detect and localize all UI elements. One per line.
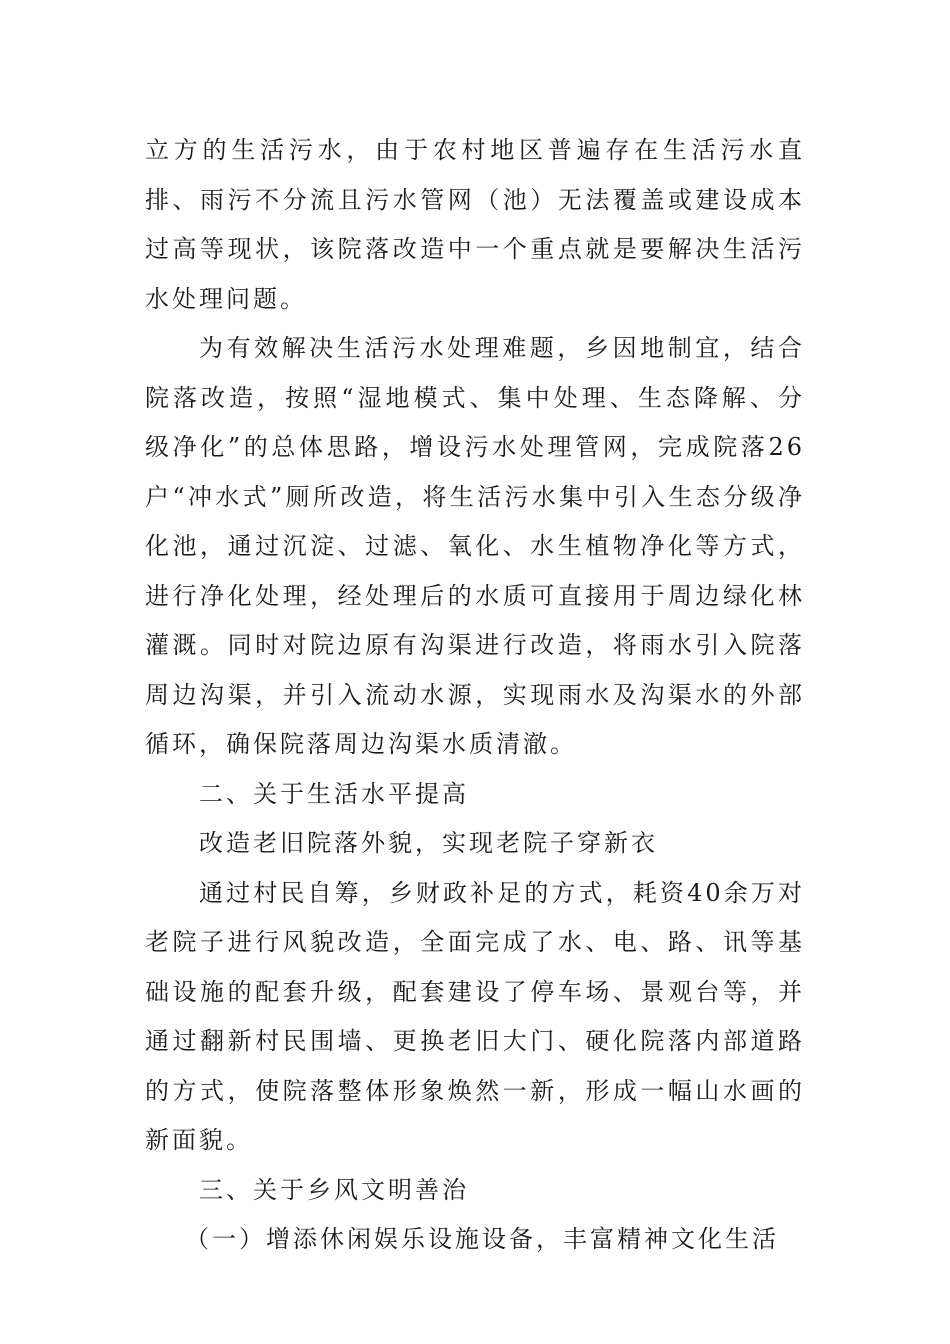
section-heading-civility: 三、关于乡风文明善治 <box>199 1175 469 1204</box>
paragraph-continued-wastewater: 立方的生活污水，由于农村地区普遍存在生活污水直排、雨污不分流且污水管网（池）无法覆盖或建设成本过高等现状，该院落改造中一个重点就是要解决生活污水处理问题。 <box>145 136 805 313</box>
paragraph-renovation-details: 通过村民自筹，乡财政补足的方式，耗资40余万对老院子进行风貌改造，全面完成了水、电、路、讯等基础设施的配套升级，配套建设了停车场、景观台等，并通过翻新村民围墙、更换老旧大门、硬化院落内部道路的方式，使院落整体形象焕然一新，形成一幅山水画的新面貌。 <box>145 878 805 1154</box>
paragraph-wastewater-solution: 为有效解决生活污水处理难题，乡因地制宜，结合院落改造，按照“湿地模式、集中处理、生态降解、分级净化”的总体思路，增设污水处理管网，完成院落26户“冲水式”厕所改造，将生活污水集中引入生态分级净化池，通过沉淀、过滤、氧化、水生植物净化等方式，进行净化处理，经处理后的水质可直接用于周边绿化林灌溉。同时对院边原有沟渠进行改造，将雨水引入院落周边沟渠，并引入流动水源，实现雨水及沟渠水的外部循环，确保院落周边沟渠水质清澈。 <box>145 334 805 758</box>
subheading-renovation: 改造老旧院落外貌，实现老院子穿新衣 <box>199 829 658 857</box>
document-body <box>145 126 805 1265</box>
section-heading-living-standards: 二、关于生活水平提高 <box>199 779 469 808</box>
subheading-leisure-facilities: （一）增添休闲娱乐设施设备，丰富精神文化生活 <box>185 1225 779 1253</box>
